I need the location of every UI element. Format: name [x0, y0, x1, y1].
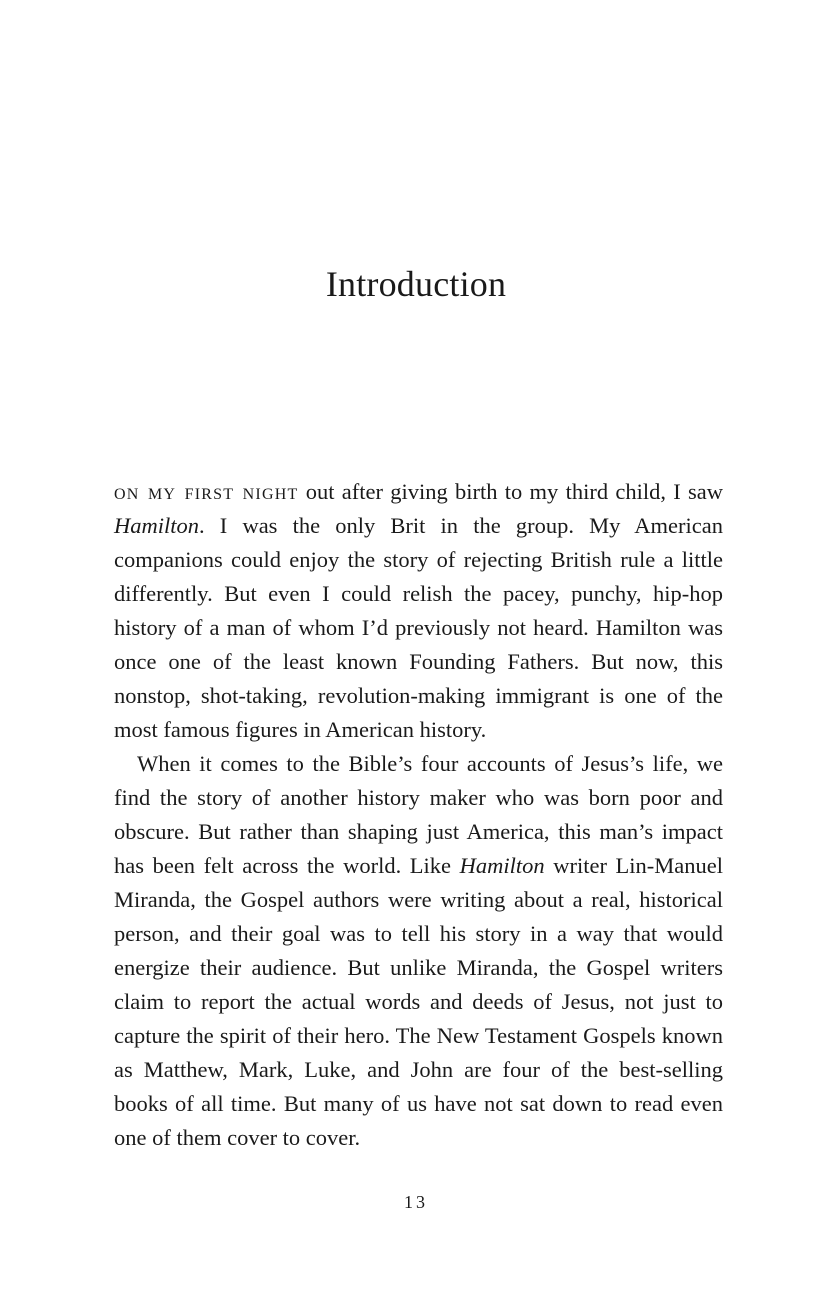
- italic-title: Hamilton: [459, 853, 545, 878]
- paragraph-text: . I was the only Brit in the group. My American companions could enjoy the story of rejecting British rule a little differently. But even I could relish the pacey, punchy, hip-hop history of a man of whom I’d previously not heard. Hamilton was once one of the least known Founding Fathers. But now, this nonstop, shot-taking, revolution-making immigrant is one of the most famous figures in American history.: [114, 513, 723, 742]
- paragraph-text: When it comes to the Bible’s four accounts of Jesus’s life, we find the story of another history maker who was born poor and obscure. But rather than shaping just America, this man’s impact has been felt across the world. Like: [114, 751, 723, 878]
- body-text: [114, 475, 723, 1155]
- paragraph-text: writer Lin-Manuel Miranda, the Gospel authors were writing about a real, historical person, and their goal was to tell his story in a way that would energize their audience. But unlike Miranda, the Gospel writers claim to report the actual words and deeds of Jesus, not just to capture the spirit of their hero. The New Testament Gospels known as Matthew, Mark, Luke, and John are four of the best-selling books of all time. But many of us have not sat down to read even one of them cover to cover.: [114, 853, 723, 1150]
- paragraph-text: out after giving birth to my third child, I saw: [298, 479, 723, 504]
- italic-title: Hamilton: [114, 513, 200, 538]
- page-number: 13: [404, 1192, 428, 1212]
- paragraph-lead-in: on my first night: [114, 479, 299, 504]
- paragraph-1: [114, 475, 723, 747]
- paragraph-2: [114, 747, 723, 1155]
- chapter-title: Introduction: [325, 264, 507, 304]
